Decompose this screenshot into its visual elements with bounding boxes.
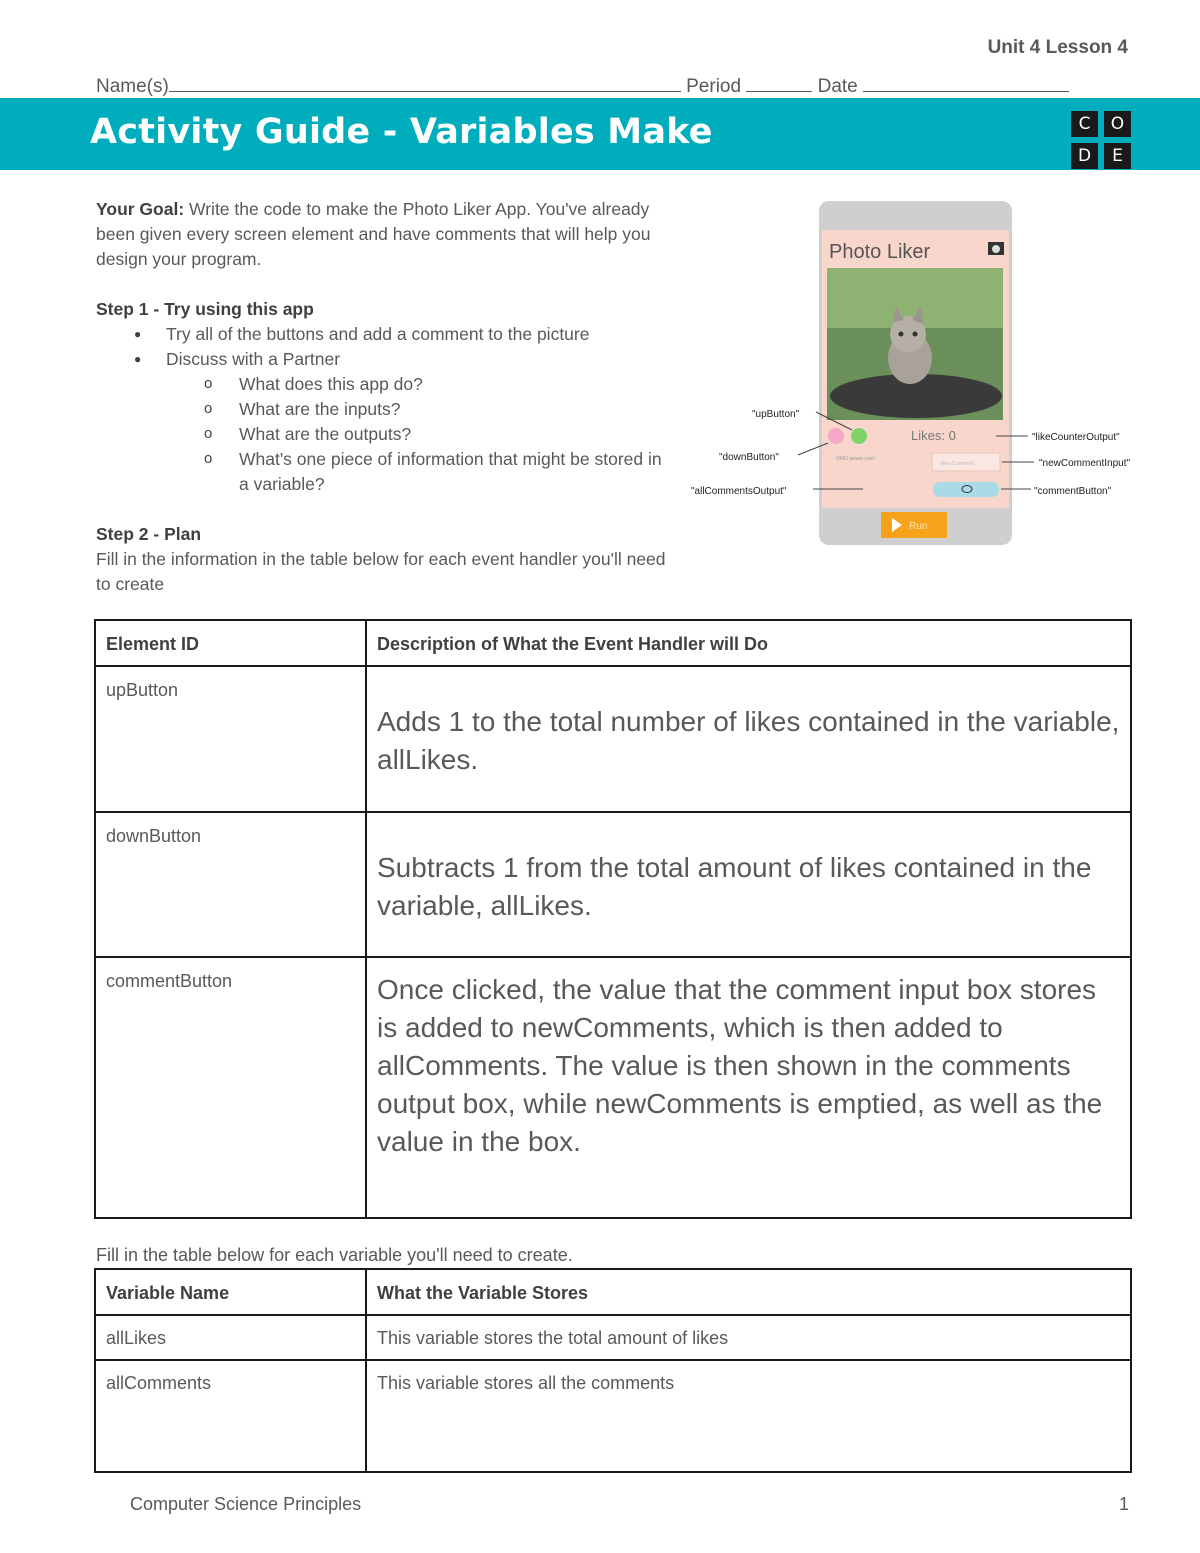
callout-new-comment-input: "newCommentInput" — [1039, 458, 1131, 469]
name-blank[interactable] — [169, 74, 681, 92]
table-header-row — [95, 1269, 1131, 1315]
table-row — [95, 957, 1131, 1218]
comment-button-preview — [933, 482, 999, 497]
variable-stores-cell[interactable]: This variable stores the total amount of likes — [366, 1315, 1131, 1360]
table-row — [95, 666, 1131, 812]
page-title: Activity Guide - Variables Make — [90, 112, 713, 152]
camera-lens — [992, 245, 1000, 253]
logo-letter-d: D — [1071, 143, 1098, 169]
table-row — [95, 812, 1131, 957]
table-row — [95, 1360, 1131, 1472]
variable-table — [94, 1268, 1132, 1473]
run-button-label: Run — [909, 521, 928, 532]
header-variable-name: Variable Name — [95, 1269, 366, 1315]
element-id-cell[interactable]: commentButton — [95, 957, 366, 1218]
variable-stores-cell[interactable]: This variable stores all the comments — [366, 1360, 1131, 1472]
element-id-cell[interactable]: downButton — [95, 812, 366, 957]
likes-counter-preview: Likes: 0 — [911, 428, 956, 443]
goal-text: Write the code to make the Photo Liker App. You've already been given every screen element and have comments that will help you design your program. — [96, 199, 651, 269]
table-row — [95, 1315, 1131, 1360]
header-variable-stores: What the Variable Stores — [366, 1269, 1131, 1315]
name-label: Name(s) — [96, 76, 169, 97]
step1-bullets — [134, 322, 666, 372]
goal-paragraph — [96, 197, 666, 272]
callout-like-counter-output: "likeCounterOutput" — [1032, 432, 1120, 443]
variable-name-cell[interactable]: allLikes — [95, 1315, 366, 1360]
comments-output-preview: OMG awww cute! — [836, 456, 876, 462]
kitten-eye-right — [913, 332, 918, 337]
description-cell[interactable]: Subtracts 1 from the total amount of likes contained in the variable, allLikes. — [366, 812, 1131, 957]
footer-course-name: Computer Science Principles — [130, 1494, 362, 1514]
date-blank[interactable] — [863, 74, 1069, 92]
goal-label: Your Goal: — [96, 199, 185, 219]
discuss-question: o What's one piece of information that might be stored in a variable? — [204, 447, 666, 497]
kitten-eye-left — [899, 332, 904, 337]
unit-lesson-label: Unit 4 Lesson 4 — [987, 37, 1128, 58]
description-cell[interactable]: Adds 1 to the total number of likes contained in the variable, allLikes. — [366, 666, 1131, 812]
variable-name-cell[interactable]: allComments — [95, 1360, 366, 1472]
callout-all-comments-output: "allCommentsOutput" — [691, 486, 787, 497]
event-handler-table — [94, 619, 1132, 1219]
name-period-date-line — [96, 74, 1069, 98]
page-number: 1 — [1119, 1494, 1130, 1514]
description-cell[interactable]: Once clicked, the value that the comment input box stores is added to newComments, which is then added to allComments. The value is then shown in the comments output box, while newComments is emptied, as well as the value in the box. — [366, 957, 1131, 1218]
title-banner — [0, 98, 1200, 170]
instructions — [96, 197, 666, 597]
logo-letter-c: C — [1071, 111, 1098, 137]
photo-liker-app-preview — [688, 196, 1158, 548]
callout-down-button: "downButton" — [719, 452, 779, 463]
discuss-question: o What does this app do? — [204, 372, 666, 397]
date-label: Date — [817, 76, 858, 97]
variable-table-instructions: Fill in the table below for each variable you'll need to create. — [96, 1245, 573, 1265]
step1-bullet: ● Try all of the buttons and add a comment to the picture — [134, 322, 666, 347]
period-blank[interactable] — [746, 74, 812, 92]
period-label: Period — [686, 76, 742, 97]
step2-text: Fill in the information in the table below for each event handler you'll need to create — [96, 549, 666, 594]
discuss-questions — [204, 372, 666, 497]
logo-letter-o: O — [1104, 111, 1131, 137]
header-description: Description of What the Event Handler will Do — [366, 620, 1131, 666]
up-button-preview — [851, 428, 867, 444]
step1-bullet: ● Discuss with a Partner — [134, 347, 666, 372]
header-element-id: Element ID — [95, 620, 366, 666]
step2-title: Step 2 - Plan — [96, 524, 202, 544]
comment-input-placeholder: New Comment — [941, 461, 975, 467]
step1-title: Step 1 - Try using this app — [96, 299, 314, 319]
discuss-question: o What are the inputs? — [204, 397, 666, 422]
down-button-preview — [828, 428, 844, 444]
element-id-cell[interactable]: upButton — [95, 666, 366, 812]
code-logo — [1071, 104, 1135, 164]
callout-comment-button: "commentButton" — [1034, 486, 1112, 497]
app-title: Photo Liker — [829, 241, 931, 263]
callout-up-button: "upButton" — [752, 409, 800, 420]
logo-letter-e: E — [1104, 143, 1131, 169]
discuss-question: o What are the outputs? — [204, 422, 666, 447]
table-header-row — [95, 620, 1131, 666]
